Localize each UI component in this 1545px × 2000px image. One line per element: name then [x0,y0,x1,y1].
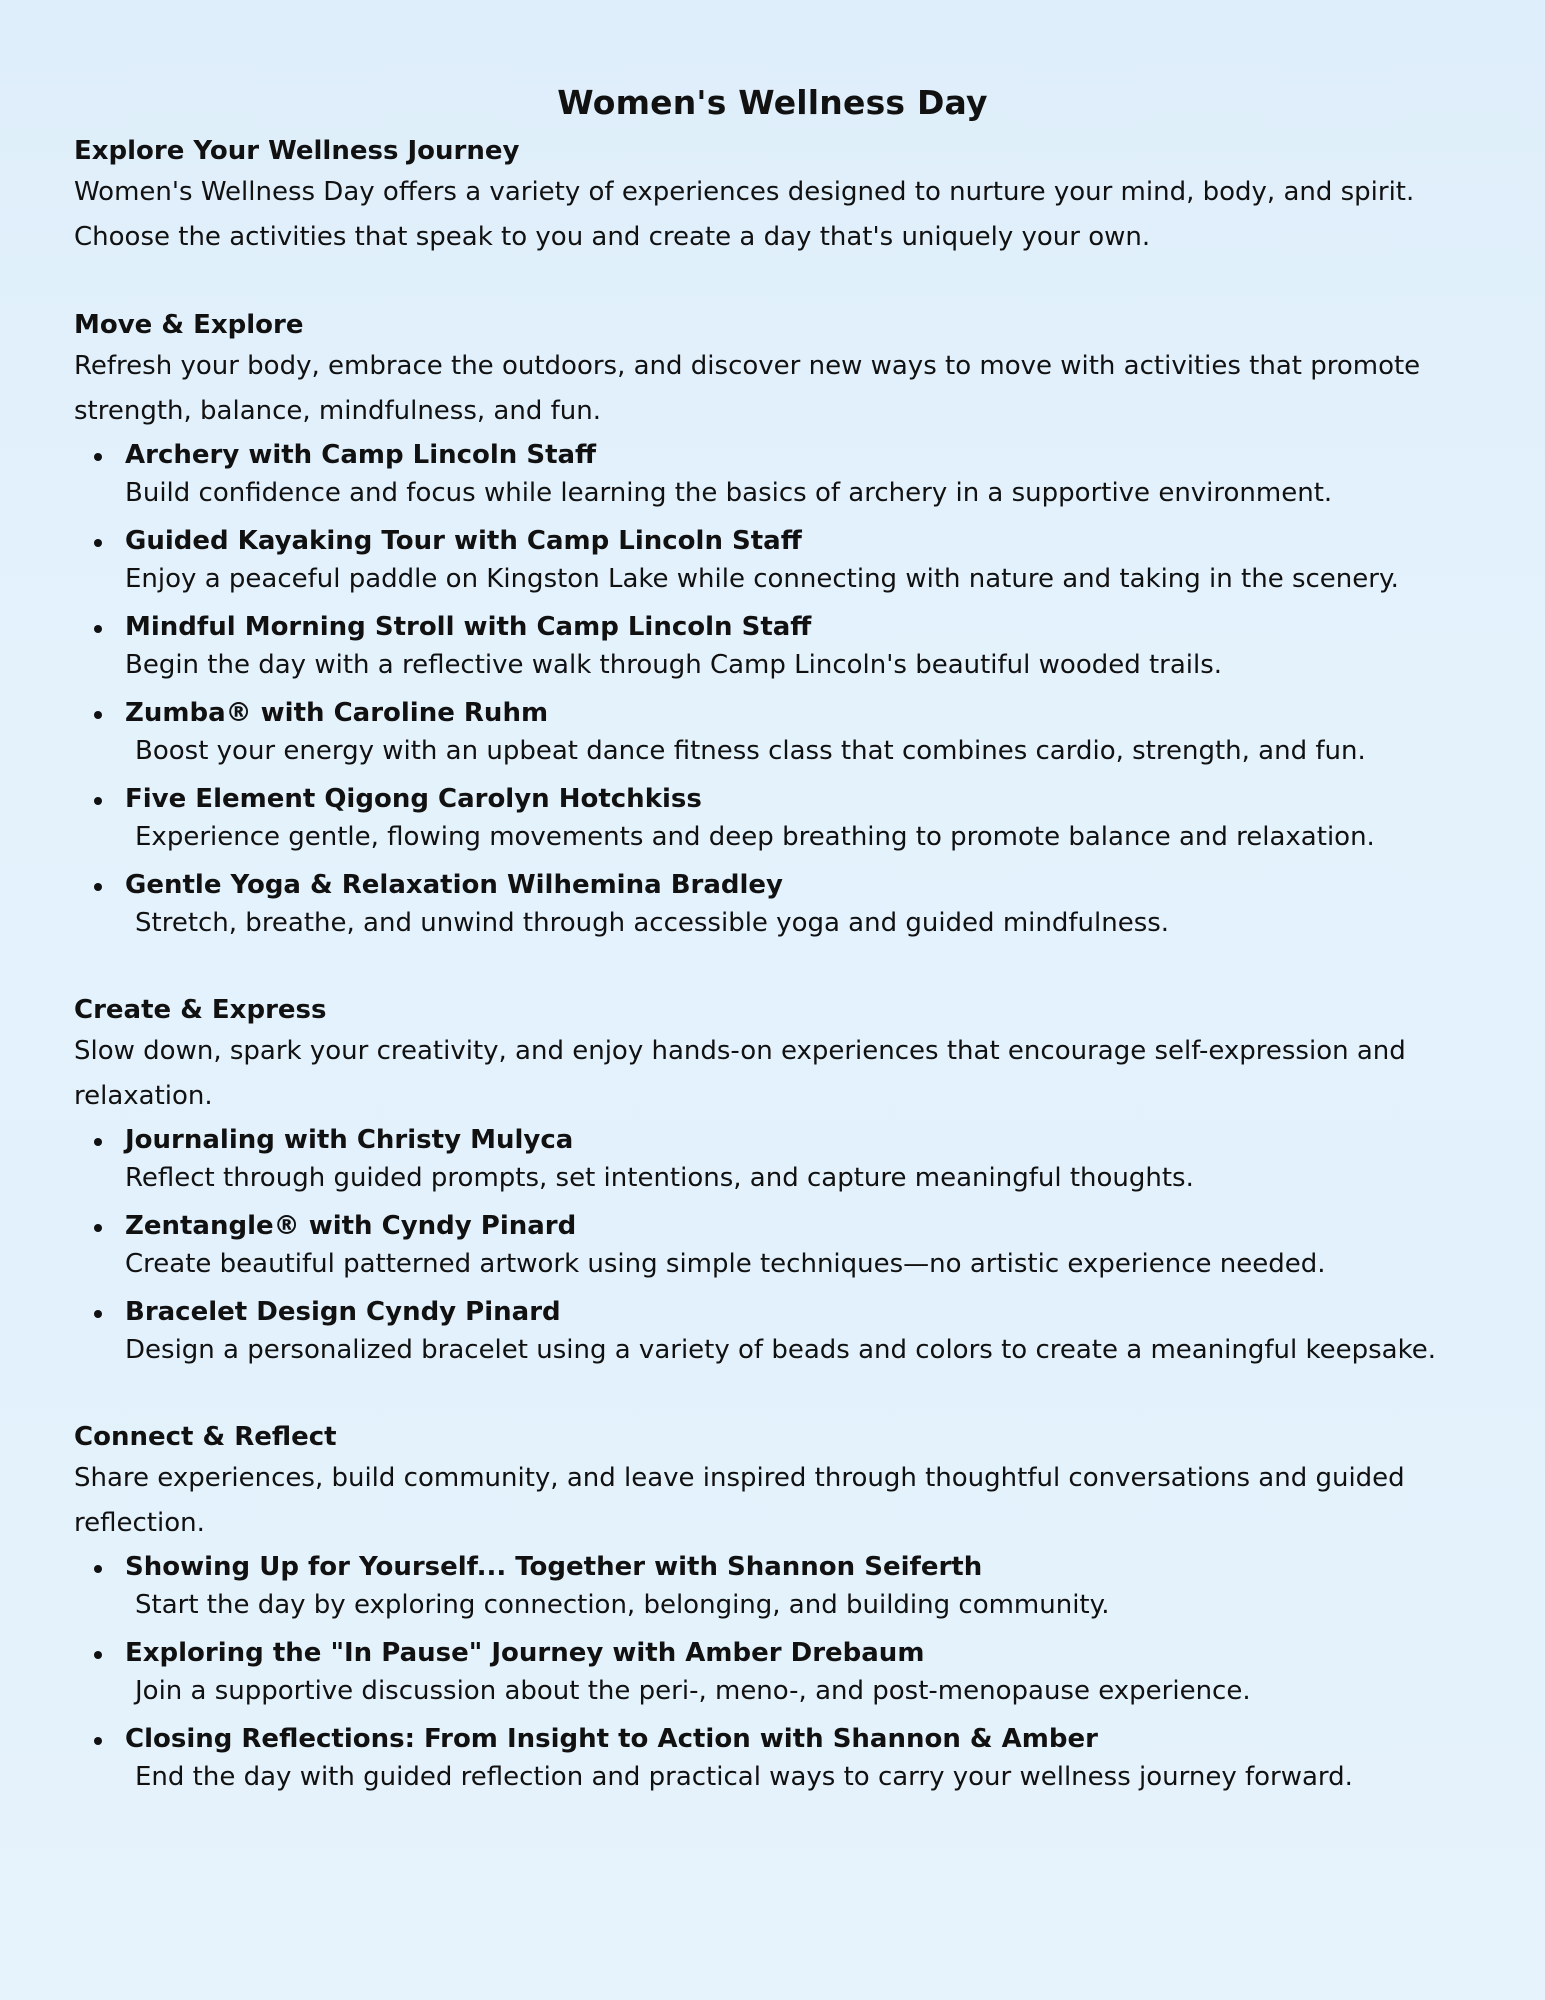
activity-title: Gentle Yoga & Relaxation Wilhemina Bradley [125,870,783,900]
section-heading: Create & Express [74,995,327,1025]
list-item [74,1634,1474,1713]
activity-title: Zentangle® with Cyndy Pinard [125,1211,577,1241]
activity-description: Boost your energy with an upbeat dance fitness class that combines cardio, strength, and fun. [135,736,1366,766]
activity-description: Design a personalized bracelet using a variety of beads and colors to create a meaningful keepsake. [125,1335,1437,1365]
activity-title: Guided Kayaking Tour with Camp Lincoln Staff [125,526,802,556]
list-item [74,1720,1474,1799]
list-item [74,1121,1474,1200]
activity-description: Stretch, breathe, and unwind through accessible yoga and guided mindfulness. [135,908,1170,938]
activity-title: Closing Reflections: From Insight to Action with Shannon & Amber [125,1724,1098,1754]
activity-description: Reflect through guided prompts, set intentions, and capture meaningful thoughts. [125,1163,1194,1193]
section-text: Refresh your body, embrace the outdoors, and discover new ways to move with activities that promote strength, balance, mindfulness, and fun. [74,351,1421,426]
activity-title: Showing Up for Yourself... Together with Shannon Seiferth [125,1552,983,1582]
section-text: Share experiences, build community, and leave inspired through thoughtful conversations and guided reflection. [74,1463,1405,1538]
section-text: Slow down, spark your creativity, and enjoy hands-on experiences that encourage self-expression and relaxation. [74,1036,1406,1111]
section-heading: Move & Explore [74,310,304,340]
list-item [74,780,1474,859]
activity-title: Mindful Morning Stroll with Camp Lincoln Staff [125,612,812,642]
activity-description: Start the day by exploring connection, belonging, and building community. [135,1590,1110,1620]
list-item [74,694,1474,773]
intro-text: Women's Wellness Day offers a variety of experiences designed to nurture your mind, body, and spirit. Choose the activities that speak to you and create a day that's uniquely your own. [74,177,1415,252]
activity-title: Five Element Qigong Carolyn Hotchkiss [125,784,702,814]
section-create-express [74,991,1474,1372]
list-item [74,436,1474,515]
list-item [74,608,1474,687]
activity-list [74,436,1474,945]
activity-description: Experience gentle, flowing movements and deep breathing to promote balance and relaxation. [135,822,1375,852]
activity-description: Create beautiful patterned artwork using simple techniques—no artistic experience needed. [125,1249,1326,1279]
activity-list [74,1121,1474,1372]
activity-description: End the day with guided reflection and practical ways to carry your wellness journey forward. [135,1762,1353,1792]
activity-title: Zumba® with Caroline Ruhm [125,698,549,728]
activity-title: Bracelet Design Cyndy Pinard [125,1297,561,1327]
section-move-explore [74,306,1474,945]
section-connect-reflect [74,1418,1474,1799]
intro-heading: Explore Your Wellness Journey [74,136,520,166]
activity-title: Exploring the "In Pause" Journey with Amber Drebaum [125,1638,925,1668]
section-heading: Connect & Reflect [74,1422,337,1452]
activity-title: Archery with Camp Lincoln Staff [125,440,597,470]
activity-list [74,1548,1474,1799]
activity-description: Enjoy a peaceful paddle on Kingston Lake while connecting with nature and taking in the scenery. [125,564,1399,594]
intro-section [74,132,1474,260]
page-title: Women's Wellness Day [557,83,988,122]
activity-title: Journaling with Christy Mulyca [125,1125,574,1155]
list-item [74,866,1474,945]
list-item [74,522,1474,601]
document-page [74,78,1474,1806]
list-item [74,1293,1474,1372]
activity-description: Begin the day with a reflective walk through Camp Lincoln's beautiful wooded trails. [125,650,1223,680]
list-item [74,1207,1474,1286]
list-item [74,1548,1474,1627]
activity-description: Build confidence and focus while learning the basics of archery in a supportive environment. [125,478,1333,508]
activity-description: Join a supportive discussion about the peri-, meno-, and post-menopause experience. [135,1676,1251,1706]
